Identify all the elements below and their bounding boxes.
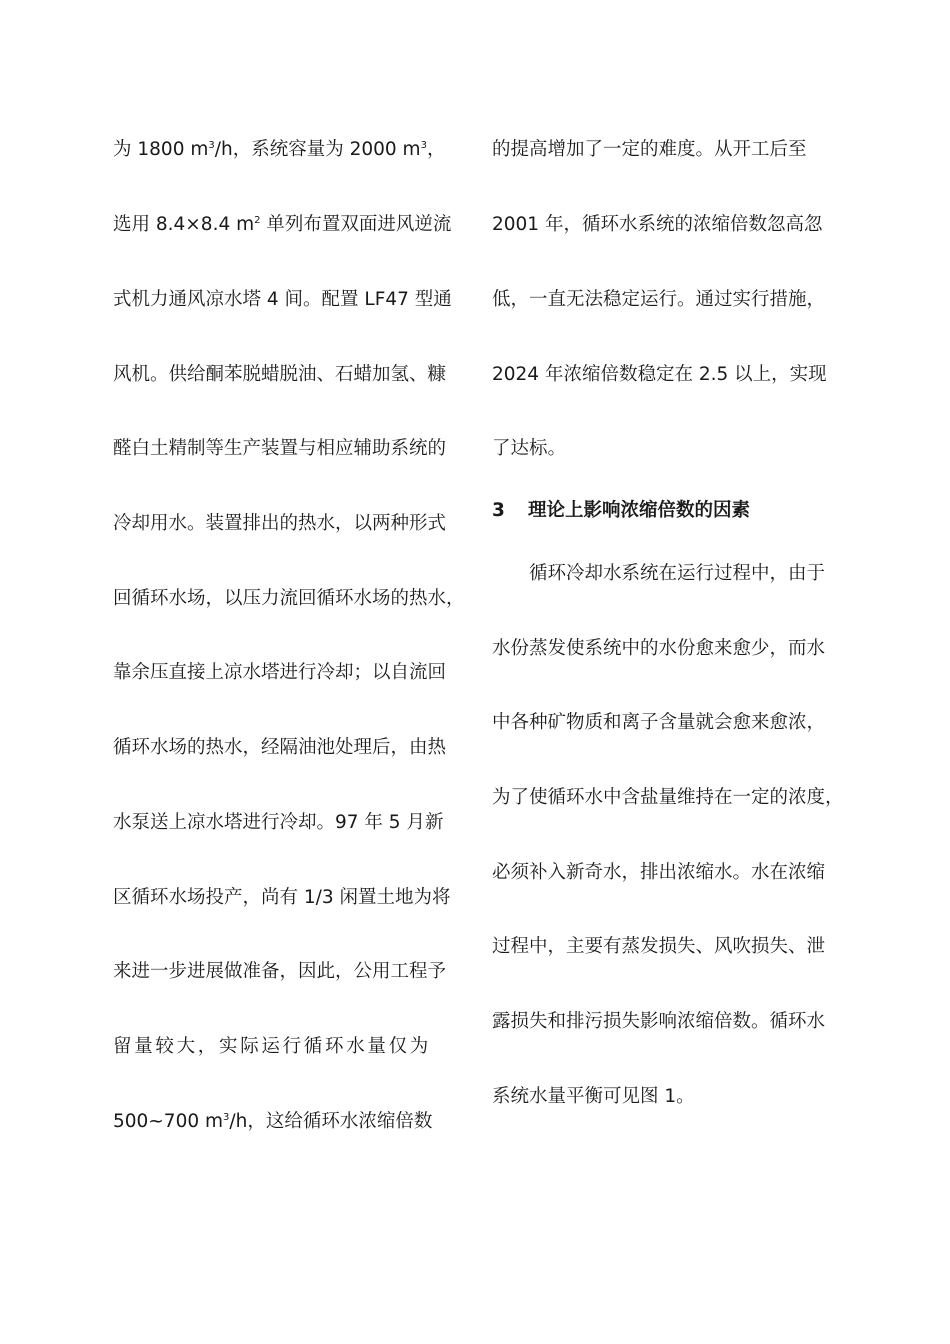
section-heading — [492, 499, 750, 523]
text-line: 为了使循环水中含盐量维持在一定的浓度， — [492, 787, 844, 808]
text-line: 式机力通风凉水塔 4 间。配置 LF47 型通 — [113, 289, 452, 310]
text-line: 醛白土精制等生产装置与相应辅助系统的 — [113, 438, 447, 459]
text-line: 必须补入新奇水，排出浓缩水。水在浓缩 — [492, 862, 826, 883]
paragraph-first-line: 循环冷却水系统在运行过程中，由于 — [529, 563, 826, 584]
text-line: 冷却用水。装置排出的热水，以两种形式 — [113, 513, 447, 534]
text-line: 风机。供给酮苯脱蜡脱油、石蜡加氢、糠 — [113, 364, 447, 385]
text-line: 回循环水场，以压力流回循环水场的热水， — [113, 588, 465, 609]
text-line: 为 1800 $m^3/h$，系统容量为 2000 $m^3$， — [113, 139, 446, 160]
text-line: 了达标。 — [492, 438, 567, 459]
text-line: 500~700 $m^3/h$，这给循环水浓缩倍数 — [113, 1111, 433, 1132]
text-line: 来进一步进展做准备，因此，公用工程予 — [113, 961, 447, 982]
text-line: 水泵送上凉水塔进行冷却。97 年 5 月新 — [113, 812, 444, 833]
text-line: 露损失和排污损失影响浓缩倍数。循环水 — [492, 1011, 826, 1032]
text-line: 选用 8.4×8.4 $m^2$ 单列布置双面进风逆流 — [113, 214, 452, 235]
text-line: 过程中，主要有蒸发损失、风吹损失、泄 — [492, 936, 826, 957]
text-line: 低，一直无法稳定运行。通过实行措施， — [492, 289, 826, 310]
text-line: 区循环水场投产，尚有 1/3 闲置土地为将 — [113, 887, 451, 908]
text-line: 2024 年浓缩倍数稳定在 2.5 以上，实现 — [492, 364, 827, 385]
text-line: 靠余压直接上凉水塔进行冷却；以自流回 — [113, 662, 447, 683]
text-line: 循环水场的热水，经隔油池处理后，由热 — [113, 737, 447, 758]
section-number: 3 — [492, 500, 505, 521]
section-title: 理论上影响浓缩倍数的因素 — [528, 500, 751, 521]
text-line: 的提高增加了一定的难度。从开工后至 — [492, 139, 807, 160]
text-line: 留量较大，实际运行循环水量仅为 — [113, 1036, 432, 1057]
text-line: 2001 年，循环水系统的浓缩倍数忽高忽 — [492, 214, 823, 235]
text-line: 水份蒸发使系统中的水份愈来愈少，而水 — [492, 638, 826, 659]
text-line: 中各种矿物质和离子含量就会愈来愈浓， — [492, 712, 826, 733]
text-line: 系统水量平衡可见图 1。 — [492, 1086, 695, 1107]
